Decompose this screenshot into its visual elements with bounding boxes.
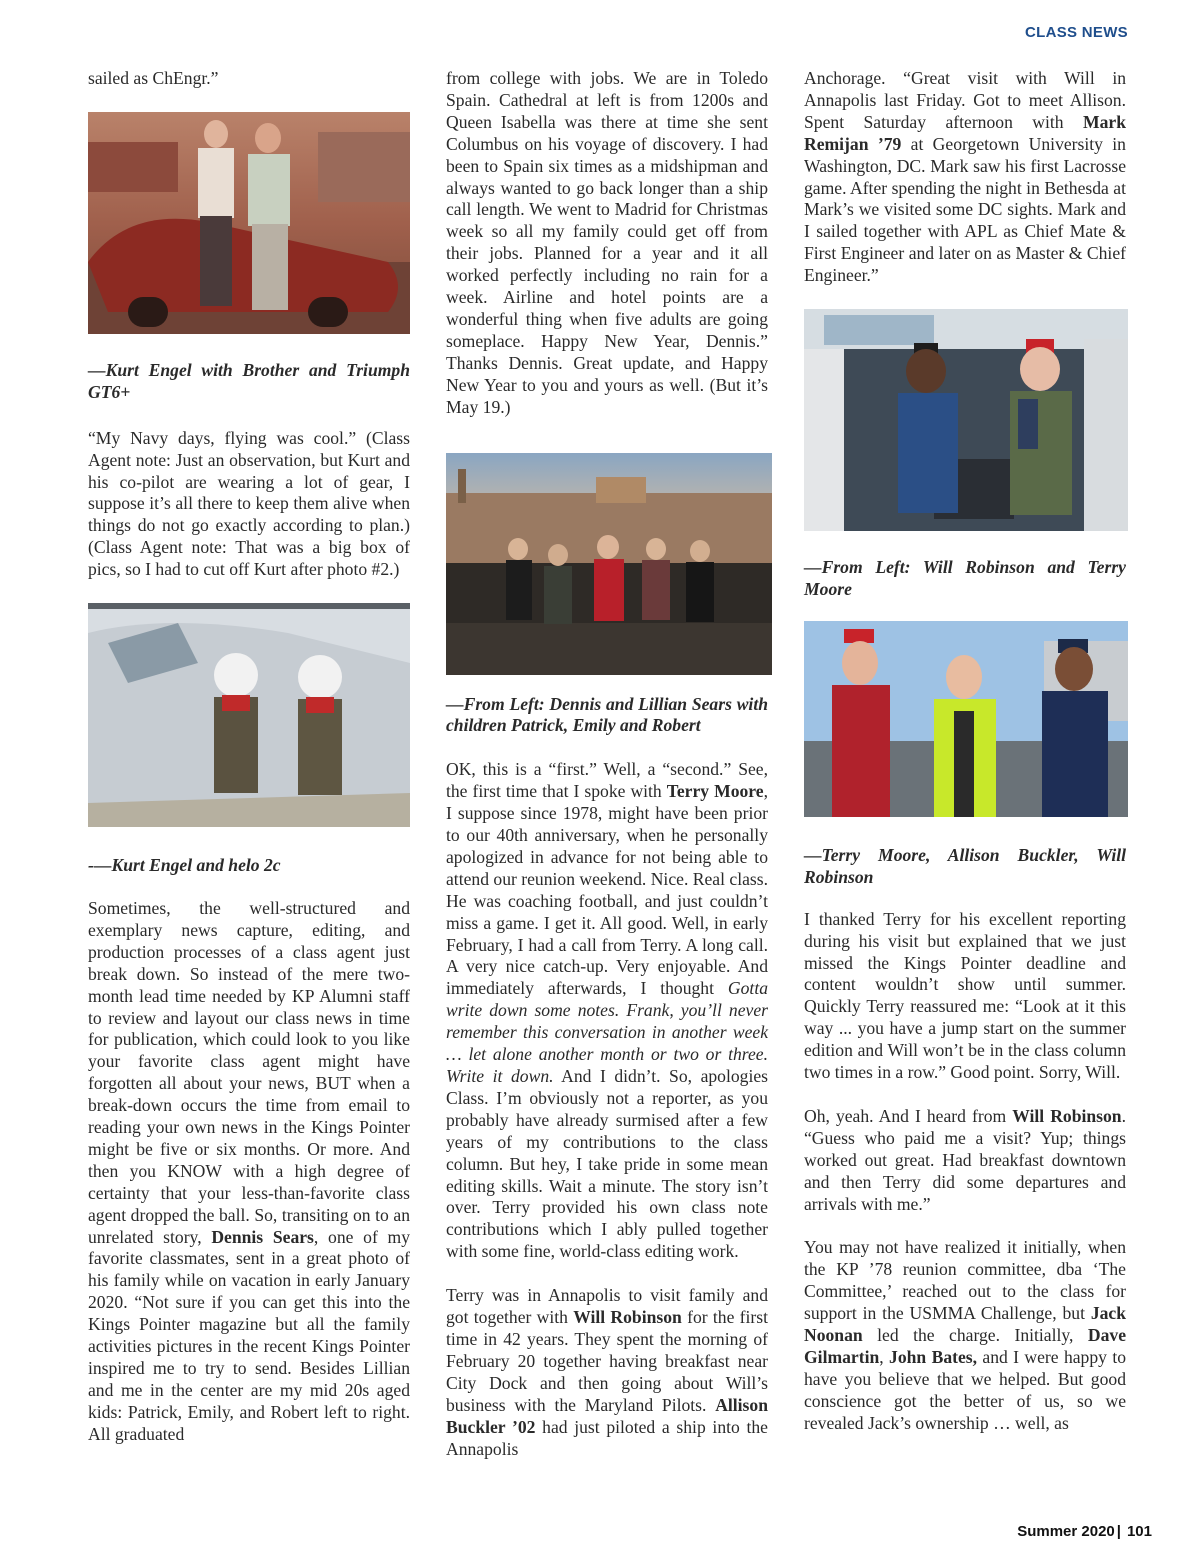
text: , one of my favorite classmates, sent in a great photo of his family while on vacation in early January 2020. “Not sure if you can get this into the Kings Pointer magazine but all the family activities pictures in the recent Kings Pointer inspired me to try to send. Besides Lillian and me in the center are my mid 20s aged kids: Patrick, Emily, and Robert left to right. All graduated	[88, 1226, 411, 1444]
photo-pilot-boat	[804, 309, 1128, 531]
footer-separator: |	[1116, 1523, 1121, 1540]
photo-triumph	[88, 112, 410, 334]
name-bold: Terry Moore	[666, 781, 764, 802]
text: ,	[879, 1347, 890, 1367]
photo-caption: —From Left: Dennis and Lillian Sears with children Patrick, Emily and Robert	[446, 693, 768, 736]
name-bold: Jack Noonan	[804, 1303, 1126, 1346]
text: led the charge. Initially,	[862, 1325, 1088, 1346]
text: Sometimes, the well-structured and exemplary news capture, editing, and production processes of a class agent just break down. So instead of the mere two-month lead time needed by KP Alumni staff to review and layout our class news in time for publication, which could look to you like your favorite class agent might have forgotten all about your news, BUT when a break-down occurs the time from email to reading your own news in the Kings Pointer might be five or six months. Or more. And then you KNOW with a high degree of certainty that your less-than-favorite class agent dropped the ball. So, transiting on to an unrelated story,	[88, 897, 410, 1247]
text: Oh, yeah. And I heard from	[804, 1105, 1013, 1126]
column-3	[804, 68, 1126, 1435]
name-bold: John Bates,	[889, 1347, 978, 1367]
paragraph	[88, 898, 410, 1446]
page-number: 101	[1126, 1523, 1152, 1540]
paragraph	[804, 68, 1126, 287]
page-footer	[1017, 1523, 1152, 1540]
paragraph: from college with jobs. We are in Toledo Spain. Cathedral at left is from 1200s and Queen Isabella was there at time she sent Columbus on his voyage of discovery. I had been to Spain six times as a midshipman and always wanted to go back longer than a ship call length. We went to Madrid for Christmas week so all my family could get off from their jobs. Planned for a year and it all worked perfectly including no rain for a week. Airline and hotel points are a wonderful thing when five adults are going someplace. Happy New Year, Dennis.” Thanks Dennis. Great update, and Happy New Year to you and yours as well. (But it’s May 19.)	[446, 68, 768, 417]
paragraph: “My Navy days, flying was cool.” (Class Agent note: Just an observation, but Kurt and his co-pilot are wearing a lot of gear, I suppose it’s all there to keep them alive when things do not go exactly according to plan.) (Class Agent note: That was a big box of pics, so I had to cut off Kurt after photo #2.)	[88, 427, 410, 580]
text: , I suppose since 1978, might have been prior to our 40th anniversary, when he personally apologized in advance for not being able to attend our reunion weekend. Nice. Real class. He was coaching football, and just couldn’t miss a game. I get it. All good. Well, in early February, I had a call from Terry. A long call. A very nice catch-up. Very enjoyable. And immediately afterwards, I thought	[446, 781, 768, 999]
paragraph	[446, 1285, 768, 1460]
name-bold: Will Robinson	[573, 1307, 682, 1328]
text: for the first time in 42 years. They spent the morning of February 20 together having breakfast near City Dock and then going about Will’s business with the Maryland Pilots.	[446, 1307, 768, 1415]
section-header: CLASS NEWS	[1024, 24, 1128, 41]
text: OK, this is a “first.” Well, a “second.” See, the first time that I spoke with	[446, 759, 768, 802]
photo-toledo-family	[446, 453, 772, 675]
text: Anchorage. “Great visit with Will in Annapolis last Friday. Got to meet Allison. Spent Saturday afternoon with	[804, 68, 1126, 132]
photo-helicopter	[88, 603, 410, 827]
photo-caption: -—Kurt Engel and helo 2c	[88, 855, 281, 876]
paragraph: sailed as ChEngr.”	[88, 68, 219, 88]
text: Terry was in Annapolis to visit family and got together with	[446, 1285, 768, 1328]
text: and I were happy to have you believe that we helped. But good conscience got the better of us, so we revealed Jack’s ownership … well, as	[804, 1347, 1127, 1433]
column-1	[88, 68, 410, 1446]
photo-caption: —From Left: Will Robinson and Terry Moore	[804, 557, 1126, 599]
name-bold: Will Robinson	[1012, 1105, 1122, 1126]
name-bold: Mark Remijan ’79	[804, 111, 1126, 154]
text: had just piloted a ship into the Annapolis	[446, 1416, 768, 1459]
column-2	[446, 68, 768, 1460]
text: And I didn’t. So, apologies Class. I’m obviously not a reporter, as you probably have already surmised after a few years of my contributions to the class column. But hey, I take pride in some mean editing skills. Wait a minute. The story isn’t over. Terry provided his own class note contributions which I ably pulled together with some fine, world-class editing work.	[446, 1066, 768, 1262]
photo-three-people	[804, 621, 1128, 817]
photo-caption: —Kurt Engel with Brother and Triumph GT6+	[88, 359, 410, 402]
name-bold: Dave Gilmartin	[804, 1325, 1126, 1367]
photo-caption: —Terry Moore, Allison Buckler, Will Robinson	[804, 844, 1126, 887]
text: . “Guess who paid me a visit? Yup; things worked out great. Had breakfast downtown and then Terry did some departures and arrivals with me.”	[804, 1105, 1126, 1214]
paragraph	[804, 1106, 1126, 1216]
text-italic: Gotta write down some notes. Frank, you’ll never remember this conversation in another week … let alone another month or two or three. Write it down.	[446, 978, 768, 1086]
paragraph: I thanked Terry for his excellent reporting during his visit but explained that we just missed the Kings Pointer deadline and content wouldn’t show until summer. Quickly Terry reassured me: “Look at it this way ... you have a jump start on the summer edition and Will won’t be in the class column two times in a row.” Good point. Sorry, Will.	[804, 908, 1126, 1083]
name-bold: Allison Buckler ’02	[446, 1394, 768, 1437]
paragraph	[446, 759, 768, 1263]
issue-label: Summer 2020	[1017, 1523, 1115, 1540]
text: You may not have realized it initially, when the KP ’78 reunion committee, dba ‘The Committee,’ reached out to the class for support in the USMMA Challenge, but	[804, 1237, 1126, 1324]
name-bold: Dennis Sears	[211, 1226, 314, 1247]
paragraph	[804, 1237, 1126, 1434]
text: at Georgetown University in Washington, DC. Mark saw his first Lacrosse game. After spending the night in Bethesda at Mark’s we visited some DC sights. Mark and I sailed together with APL as Chief Mate & First Engineer and later on as Master & Chief Engineer.”	[804, 133, 1126, 286]
